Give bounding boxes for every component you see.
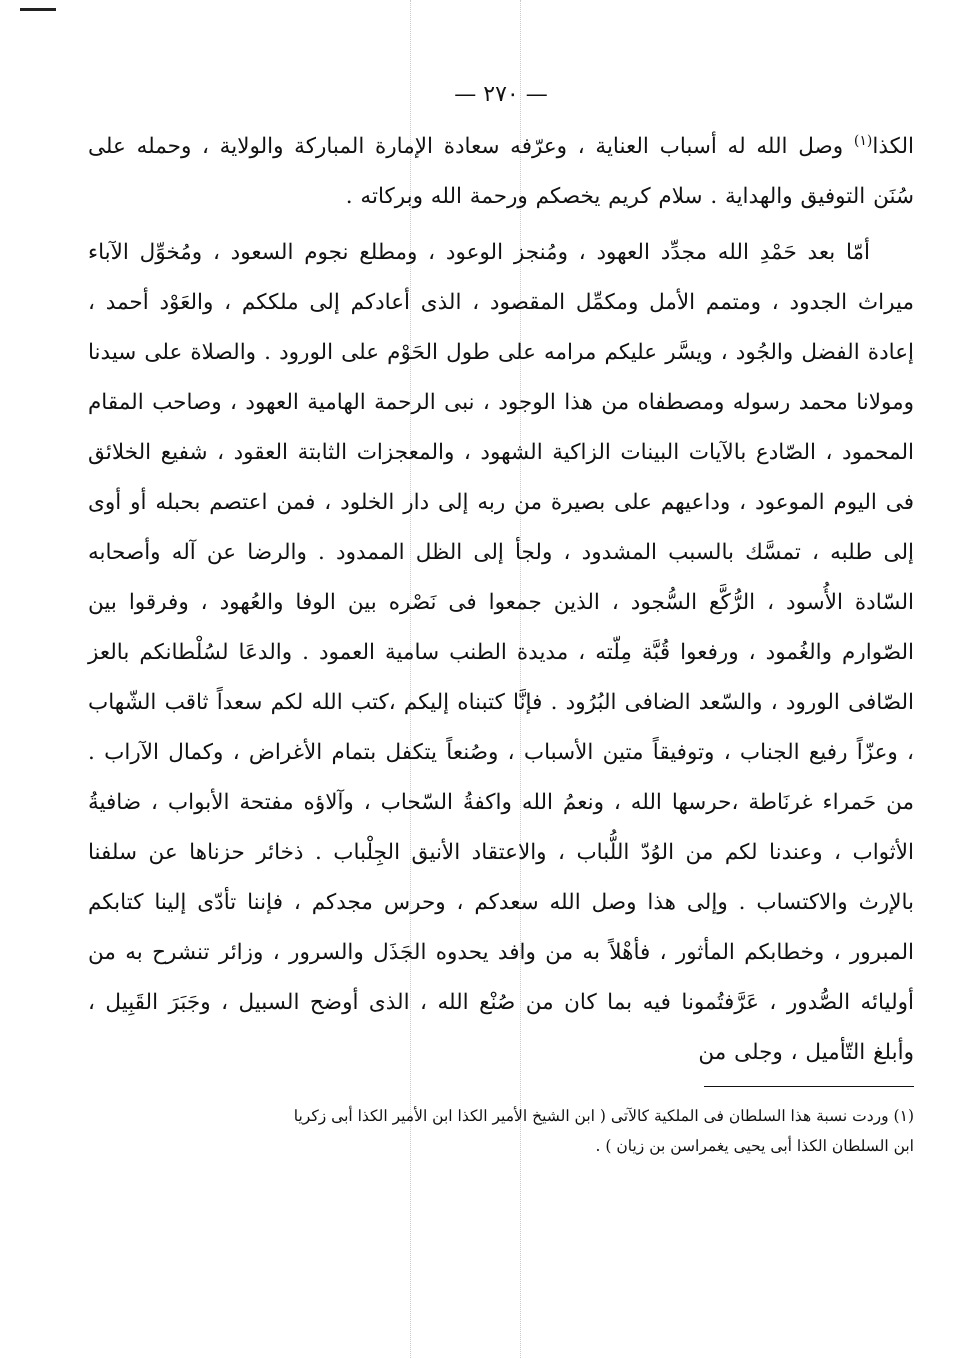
paragraph-opening — [88, 122, 914, 222]
scan-edge-mark — [20, 8, 56, 11]
footnote-divider — [704, 1086, 914, 1087]
footnote-reference: (١) — [853, 132, 873, 149]
footnote-line: (١) وردت نسبة هذا السلطان فى الملكية كالآتى ( ابن الشيخ الأمير الكذا ابن الأمير الكذا أبى زكريا — [293, 1107, 914, 1125]
paragraph-body: أمّا بعد حَمْدِ الله مجدِّد العهود ، ومُنجز الوعود ، ومطلع نجوم السعود ، ومُخوِّل الآباء ميراث الجدود ، ومتمم الأمل ومكمِّل المقصود ، الذى أعادكم إلى ملككم ، والعَوْد أحمد ، إعادة الفضل والجُود ، ويسَّر عليكم مرامه على طول الحَوْم على الورود . والصلاة على سيدنا ومولانا محمد رسوله ومصطفاه من هذا الوجود ، نبى الرحمة الهامية العهود ، وصاحب المقام المحمود ، الصّادع بالآيات البينات الزاكية الشهود ، والمعجزات الثابتة العقود ، شفيع الخلائق فى اليوم الموعود ، وداعيهم على بصيرة من ربه إلى دار الخلود ، فمن اعتصم بحبله أو أوى إلى طلبه ، تمسَّك بالسبب المشدود ، ولجأ إلى الظل الممدود . والرضا عن آله وأصحابه السّادة الأُسود ، الرُّكَّع السُّجود ، الذين جمعوا فى نَصْره بين الوفا والعُهود ، وفرقوا بين الصّوارم والغُمود ، ورفعوا قُبَّة مِلّته ، مديدة الطنب سامية العمود . والدعَا لسُلْطانكم بالعز الصّافى الورود ، والسّعد الضافى البُرُود . فإنَّا كتبناه إليكم ،كتب الله لكم سعداً ثاقب الشّهاب ، وعزّاً رفيع الجناب ، وتوفيقاً متين الأسباب ، وصُنعاً يتكفل بتمام الأغراض ، وكمال الآراب . من حَمراء غرنَاطة ،حرسها الله ، ونعمُ الله واكفةُ السّحاب ، وآلاؤه مفتحة الأبواب ، ضافيةُ الأثواب ، وعندنا لكم من الوُدّ اللُّباب ، والاعتقاد الأنيق الجِلْباب . ذخائر حزناها عن سلفنا بالإرث والاكتساب . وإلى هذا وصل الله سعدكم ، وحرس مجدكم ، فإننا تأدّى إلينا كتابكم المبرور ، وخطابكم المأثور ، فأهْلاً به من وافد يحدوه الجَذَل والسرور ، وزائر تنشرح به من أوليائه الصُّدور ، عَرَّفتُمونا فيه بما كان من صُنْع الله ، الذى أوضح السبيل ، وجَبَرَ القَبِيل ، وأبلغ التّأميل ، وجلى من — [88, 240, 914, 1065]
page-number: — ٢٧٠ — — [454, 82, 548, 107]
opening-rest: وصل الله له أسباب العناية ، وعرّفه سعادة الإمارة المباركة والولاية ، وحمله على سُنَن التوفيق والهداية . سلام كريم يخصكم ورحمة الله وبركاته . — [88, 134, 914, 209]
main-text — [88, 122, 914, 1078]
opening-word: الكذا — [872, 134, 914, 159]
document-page — [88, 60, 914, 1161]
footnote-line: ابن السلطان الكذا أبى يحيى يغمراسن بن زيان ) . — [595, 1137, 914, 1155]
footnote — [88, 1101, 914, 1161]
